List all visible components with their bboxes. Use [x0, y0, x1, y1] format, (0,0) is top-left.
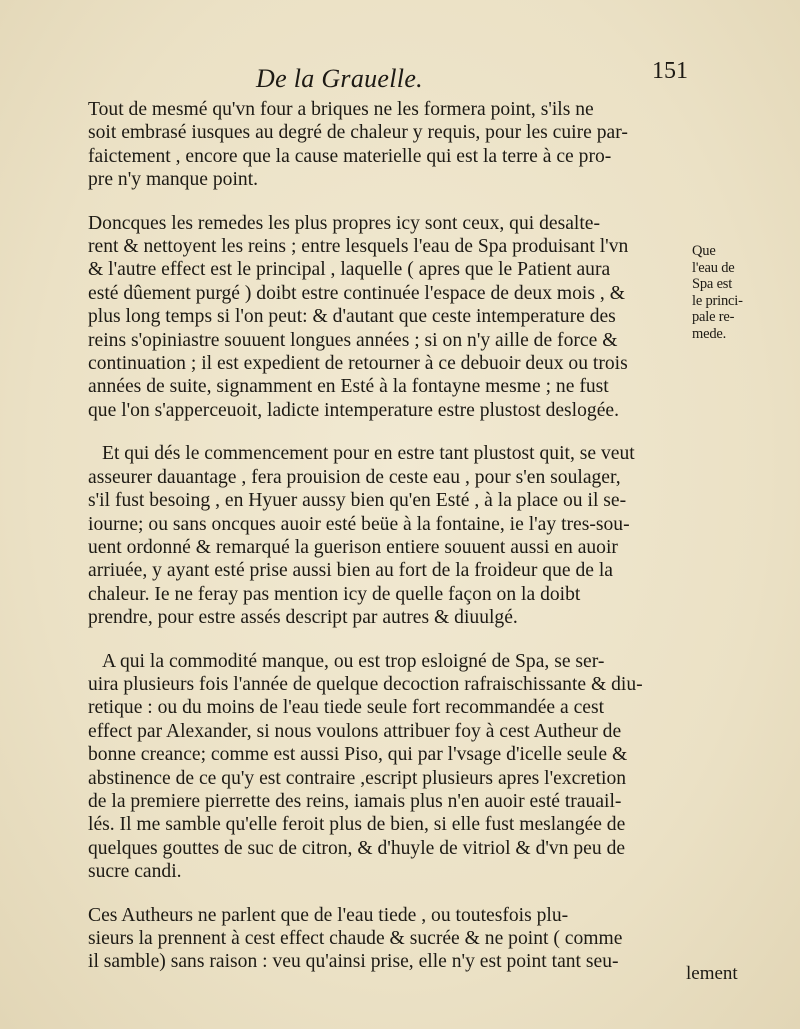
- paragraph-gap: [88, 630, 678, 650]
- paragraph-gap: [88, 884, 678, 904]
- text-line: abstinence de ce qu'y est contraire ,escript plusieurs apres l'excretion: [88, 767, 627, 789]
- paragraph-4: [88, 650, 678, 884]
- margin-note-line: Que: [692, 243, 716, 259]
- text-line: iourne; ou sans oncques auoir esté beüe à la fontaine, ie l'ay tres-sou-: [88, 513, 630, 535]
- text-line: s'il fust besoing , en Hyuer aussy bien qu'en Esté , à la place ou il se-: [88, 490, 627, 512]
- margin-note-line: le princi-: [692, 292, 743, 309]
- text-line: pre n'y manque point.: [88, 169, 259, 191]
- text-line: rent & nettoyent les reins ; entre lesquels l'eau de Spa produisant l'vn: [88, 236, 629, 258]
- text-line: reins s'opiniastre souuent longues années ; si on n'y aille de force &: [88, 329, 618, 351]
- margin-note-line: l'eau de: [692, 259, 735, 276]
- running-title: De la Grauelle.: [256, 64, 423, 93]
- paragraph-gap: [88, 192, 678, 212]
- text-line: soit embrasé iusques au degré de chaleur y requis, pour les cuire par-: [88, 122, 628, 144]
- text-line: il samble) sans raison : veu qu'ainsi prise, elle n'y est point tant seu-: [88, 951, 619, 973]
- text-line: bonne creance; comme est aussi Piso, qui par l'vsage d'icelle seule &: [88, 744, 628, 766]
- text-line: effect par Alexander, si nous voulons attribuer foy à cest Autheur de: [88, 720, 622, 742]
- text-line: plus long temps si l'on peut: & d'autant que ceste intemperature des: [88, 306, 616, 328]
- text-line: quelques gouttes de suc de citron, & d'huyle de vitriol & d'vn peu de: [88, 837, 626, 859]
- text-line: Et qui dés le commencement pour en estre tant plustost quit, se veut: [102, 443, 635, 465]
- text-line: A qui la commodité manque, ou est trop esloigné de Spa, se ser-: [102, 650, 605, 672]
- text-line: prendre, pour estre assés descript par autres & diuulgé.: [88, 607, 518, 629]
- text-line: faictement , encore que la cause materielle qui est la terre à ce pro-: [88, 145, 612, 167]
- text-line: & l'autre effect est le principal , laquelle ( apres que le Patient aura: [88, 259, 611, 281]
- text-line: esté dûement purgé ) doibt estre continuée l'espace de deux mois , &: [88, 282, 625, 304]
- text-line: Doncques les remedes les plus propres icy sont ceux, qui desalte-: [88, 212, 601, 234]
- text-line: arriuée, y ayant esté prise aussi bien au fort de la froideur que de la: [88, 560, 614, 582]
- margin-note-line: mede.: [692, 325, 727, 342]
- paragraph-2: [88, 212, 678, 423]
- text-line: Tout de mesmé qu'vn four a briques ne les formera point, s'ils ne: [88, 99, 594, 120]
- margin-note-line: pale re-: [692, 309, 735, 325]
- text-line: que l'on s'apperceuoit, ladicte intemperature estre plustost deslogée.: [88, 399, 620, 421]
- text-line: de la premiere pierrette des reins, iamais plus n'en auoir esté trauail-: [88, 790, 622, 812]
- margin-note: [692, 243, 752, 342]
- page-number: 151: [652, 58, 688, 84]
- text-line: années de suite, signamment en Esté à la fontayne mesme ; ne fust: [88, 376, 609, 398]
- text-line: sucre candi.: [88, 861, 182, 883]
- text-line: sieurs la prennent à cest effect chaude & sucrée & ne point ( comme: [88, 928, 623, 949]
- margin-note-line: Spa est: [692, 276, 733, 292]
- text-line: continuation ; il est expedient de retourner à ce debuoir deux ou trois: [88, 353, 628, 375]
- text-line: retique : ou du moins de l'eau tiede seule fort recommandée a cest: [88, 697, 605, 719]
- catchword: lement: [686, 963, 738, 984]
- text-line: uira plusieurs fois l'année de quelque decoction rafraischissante & diu-: [88, 673, 643, 695]
- paragraph-gap: [88, 422, 678, 442]
- text-line: Ces Autheurs ne parlent que de l'eau tiede , ou toutesfois plu-: [88, 904, 569, 926]
- text-line: asseurer dauantage , fera prouision de ceste eau , pour s'en soulager,: [88, 466, 621, 488]
- paragraph-3: [88, 442, 678, 629]
- text-line: chaleur. Ie ne feray pas mention icy de quelle façon on la doibt: [88, 583, 581, 605]
- paragraph-5: [88, 904, 678, 974]
- text-line: uent ordonné & remarqué la guerison entiere souuent aussi en auoir: [88, 536, 618, 558]
- main-text: [88, 98, 678, 974]
- text-line: lés. Il me samble qu'elle feroit plus de bien, si elle fust meslangée de: [88, 814, 626, 836]
- page-header: [88, 58, 688, 98]
- paragraph-1: [88, 98, 678, 192]
